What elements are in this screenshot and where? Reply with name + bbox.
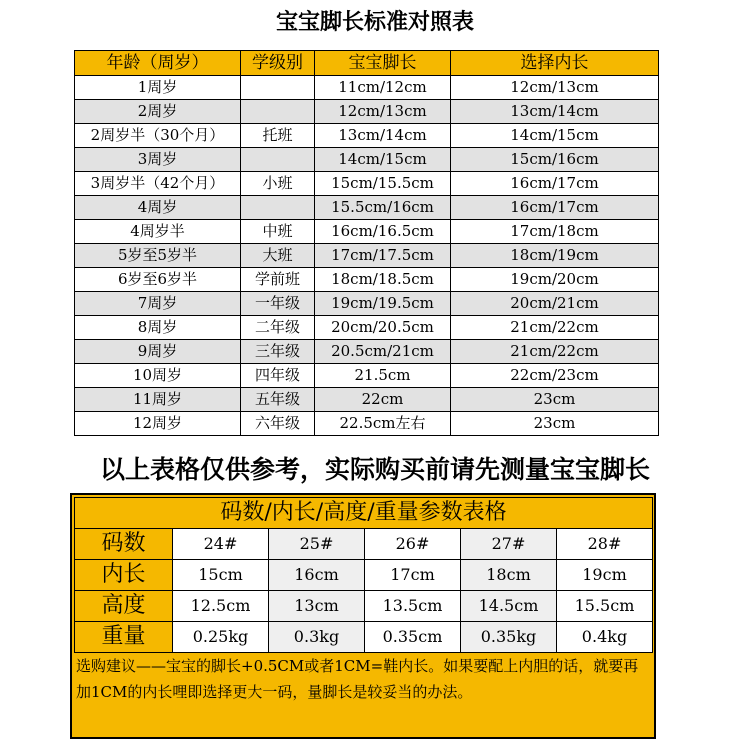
cell-grade bbox=[241, 76, 315, 100]
cell-inner-length: 15cm/16cm bbox=[451, 148, 659, 172]
cell-foot-length: 22.5cm左右 bbox=[315, 412, 451, 436]
cell-grade: 六年级 bbox=[241, 412, 315, 436]
size-parameter-table bbox=[74, 497, 653, 653]
table-header-row bbox=[75, 51, 659, 76]
weight-cell: 0.3kg bbox=[269, 622, 365, 653]
cell-foot-length: 20.5cm/21cm bbox=[315, 340, 451, 364]
table-row bbox=[75, 316, 659, 340]
header-inner-length: 选择内长 bbox=[451, 51, 659, 76]
table-row bbox=[75, 388, 659, 412]
cell-age: 5岁至5岁半 bbox=[75, 244, 241, 268]
inner-length-cell: 19cm bbox=[557, 560, 653, 591]
cell-foot-length: 20cm/20.5cm bbox=[315, 316, 451, 340]
cell-foot-length: 22cm bbox=[315, 388, 451, 412]
cell-age: 6岁至6岁半 bbox=[75, 268, 241, 292]
cell-inner-length: 18cm/19cm bbox=[451, 244, 659, 268]
cell-foot-length: 17cm/17.5cm bbox=[315, 244, 451, 268]
table-row bbox=[75, 172, 659, 196]
row-label-size: 码数 bbox=[75, 529, 173, 560]
cell-inner-length: 14cm/15cm bbox=[451, 124, 659, 148]
cell-grade bbox=[241, 148, 315, 172]
cell-inner-length: 17cm/18cm bbox=[451, 220, 659, 244]
size-cell: 28# bbox=[557, 529, 653, 560]
table-row bbox=[75, 76, 659, 100]
cell-inner-length: 21cm/22cm bbox=[451, 316, 659, 340]
row-label-inner-length: 内长 bbox=[75, 560, 173, 591]
size-cell: 27# bbox=[461, 529, 557, 560]
table-row bbox=[75, 220, 659, 244]
height-cell: 13cm bbox=[269, 591, 365, 622]
size-cell: 26# bbox=[365, 529, 461, 560]
weight-cell: 0.25kg bbox=[173, 622, 269, 653]
cell-age: 8周岁 bbox=[75, 316, 241, 340]
weight-cell: 0.35kg bbox=[461, 622, 557, 653]
cell-inner-length: 21cm/22cm bbox=[451, 340, 659, 364]
cell-foot-length: 12cm/13cm bbox=[315, 100, 451, 124]
table-row bbox=[75, 268, 659, 292]
table-row bbox=[75, 292, 659, 316]
cell-foot-length: 18cm/18.5cm bbox=[315, 268, 451, 292]
reference-notice: 以上表格仅供参考，实际购买前请先测量宝宝脚长 bbox=[99, 455, 650, 484]
cell-age: 7周岁 bbox=[75, 292, 241, 316]
cell-age: 12周岁 bbox=[75, 412, 241, 436]
page-title: 宝宝脚长标准对照表 bbox=[275, 10, 474, 35]
cell-inner-length: 16cm/17cm bbox=[451, 172, 659, 196]
cell-grade: 二年级 bbox=[241, 316, 315, 340]
cell-foot-length: 19cm/19.5cm bbox=[315, 292, 451, 316]
cell-inner-length: 13cm/14cm bbox=[451, 100, 659, 124]
cell-grade: 三年级 bbox=[241, 340, 315, 364]
cell-grade bbox=[241, 100, 315, 124]
table-row bbox=[75, 196, 659, 220]
table-row bbox=[75, 364, 659, 388]
table-row bbox=[75, 100, 659, 124]
weight-cell: 0.4kg bbox=[557, 622, 653, 653]
cell-grade: 一年级 bbox=[241, 292, 315, 316]
cell-age: 9周岁 bbox=[75, 340, 241, 364]
cell-inner-length: 16cm/17cm bbox=[451, 196, 659, 220]
weight-row bbox=[75, 622, 653, 653]
inner-length-row bbox=[75, 560, 653, 591]
cell-grade: 中班 bbox=[241, 220, 315, 244]
table-row bbox=[75, 244, 659, 268]
cell-foot-length: 15cm/15.5cm bbox=[315, 172, 451, 196]
cell-age: 2周岁半（30个月） bbox=[75, 124, 241, 148]
table-row bbox=[75, 148, 659, 172]
cell-inner-length: 19cm/20cm bbox=[451, 268, 659, 292]
cell-age: 2周岁 bbox=[75, 100, 241, 124]
header-grade: 学级别 bbox=[241, 51, 315, 76]
weight-cell: 0.35cm bbox=[365, 622, 461, 653]
height-cell: 13.5cm bbox=[365, 591, 461, 622]
cell-foot-length: 16cm/16.5cm bbox=[315, 220, 451, 244]
cell-grade: 学前班 bbox=[241, 268, 315, 292]
table-row bbox=[75, 412, 659, 436]
table-row bbox=[75, 124, 659, 148]
inner-length-cell: 18cm bbox=[461, 560, 557, 591]
table-row bbox=[75, 340, 659, 364]
cell-age: 11周岁 bbox=[75, 388, 241, 412]
cell-age: 4周岁 bbox=[75, 196, 241, 220]
inner-length-cell: 17cm bbox=[365, 560, 461, 591]
height-cell: 15.5cm bbox=[557, 591, 653, 622]
size-table-title: 码数/内长/高度/重量参数表格 bbox=[75, 498, 653, 529]
cell-inner-length: 23cm bbox=[451, 388, 659, 412]
row-label-weight: 重量 bbox=[75, 622, 173, 653]
cell-foot-length: 11cm/12cm bbox=[315, 76, 451, 100]
cell-inner-length: 12cm/13cm bbox=[451, 76, 659, 100]
inner-length-cell: 16cm bbox=[269, 560, 365, 591]
cell-grade bbox=[241, 196, 315, 220]
cell-grade: 大班 bbox=[241, 244, 315, 268]
cell-grade: 四年级 bbox=[241, 364, 315, 388]
purchase-advice: 选购建议——宝宝的脚长+0.5CM或者1CM=鞋内长。如果要配上内胆的话，就要再加1CM的内长哩即选择更大一码，量脚长是较妥当的办法。 bbox=[76, 657, 639, 701]
cell-inner-length: 23cm bbox=[451, 412, 659, 436]
cell-foot-length: 14cm/15cm bbox=[315, 148, 451, 172]
cell-age: 3周岁半（42个月） bbox=[75, 172, 241, 196]
cell-foot-length: 21.5cm bbox=[315, 364, 451, 388]
size-parameter-panel bbox=[70, 493, 656, 739]
header-foot-length: 宝宝脚长 bbox=[315, 51, 451, 76]
cell-grade: 小班 bbox=[241, 172, 315, 196]
header-age: 年龄（周岁） bbox=[75, 51, 241, 76]
height-cell: 14.5cm bbox=[461, 591, 557, 622]
inner-length-cell: 15cm bbox=[173, 560, 269, 591]
foot-length-table bbox=[74, 50, 659, 436]
height-row bbox=[75, 591, 653, 622]
cell-age: 4周岁半 bbox=[75, 220, 241, 244]
size-cell: 24# bbox=[173, 529, 269, 560]
cell-age: 1周岁 bbox=[75, 76, 241, 100]
cell-age: 10周岁 bbox=[75, 364, 241, 388]
cell-grade: 五年级 bbox=[241, 388, 315, 412]
cell-foot-length: 13cm/14cm bbox=[315, 124, 451, 148]
cell-inner-length: 20cm/21cm bbox=[451, 292, 659, 316]
size-row bbox=[75, 529, 653, 560]
cell-age: 3周岁 bbox=[75, 148, 241, 172]
cell-foot-length: 15.5cm/16cm bbox=[315, 196, 451, 220]
cell-inner-length: 22cm/23cm bbox=[451, 364, 659, 388]
cell-grade: 托班 bbox=[241, 124, 315, 148]
size-cell: 25# bbox=[269, 529, 365, 560]
row-label-height: 高度 bbox=[75, 591, 173, 622]
height-cell: 12.5cm bbox=[173, 591, 269, 622]
